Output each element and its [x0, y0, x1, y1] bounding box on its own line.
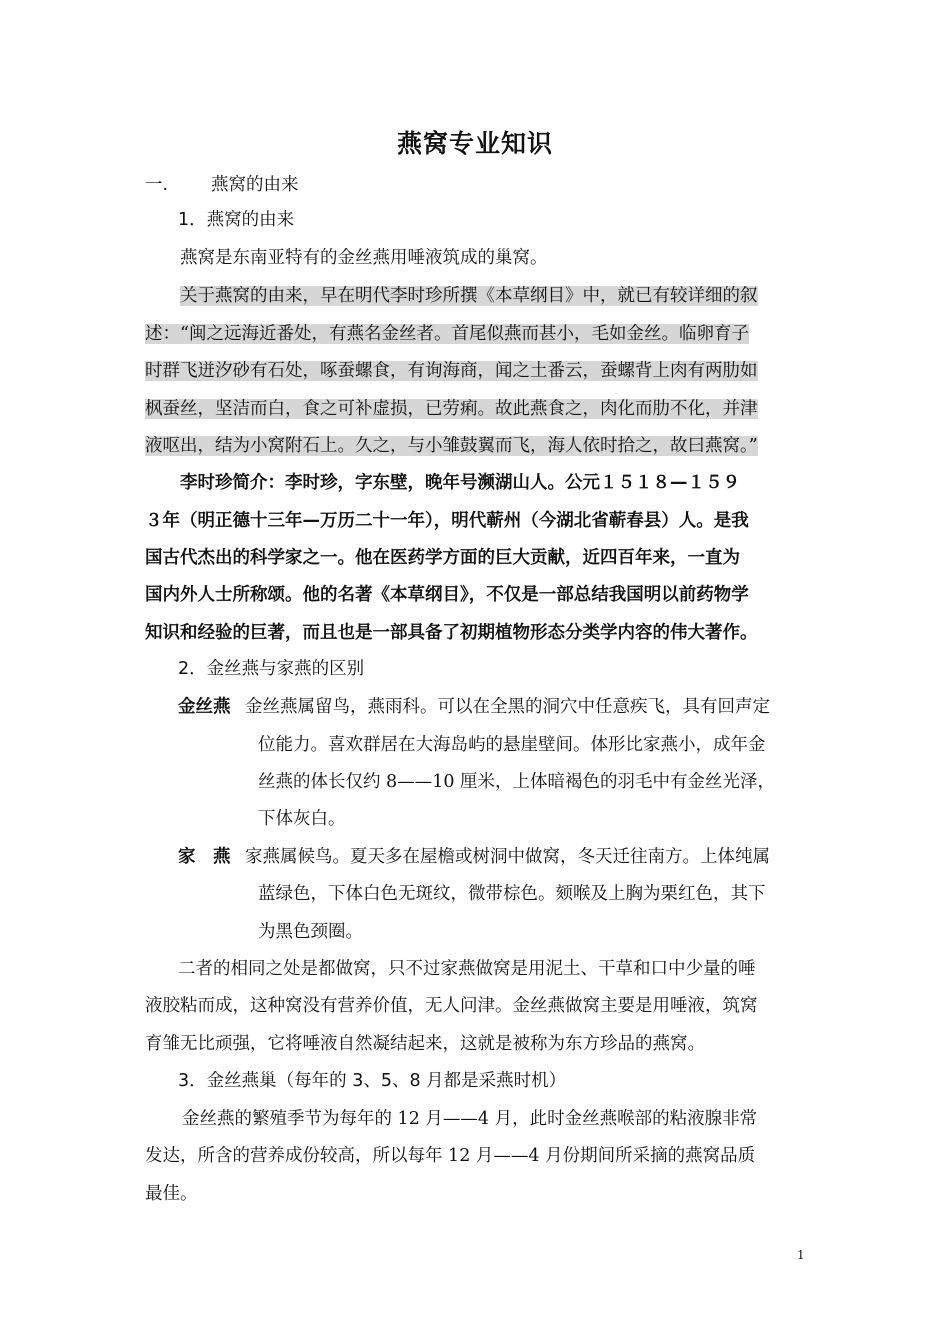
subheading-1: 1．燕窝的由来	[178, 210, 295, 230]
paragraph-intro: 燕窝是东南亚特有的金丝燕用唾液筑成的巢窝。	[180, 248, 548, 268]
paragraph-line: 液胶粘而成，这种窝没有营养价值，无人问津。金丝燕做窝主要是用唾液，筑窝	[145, 996, 758, 1016]
bio-line: 李时珍简介：李时珍，字东壁，晚年号濒湖山人。公元１５１８—１５９	[180, 473, 740, 493]
section-number: 一.	[145, 175, 169, 195]
bio-line: 国古代杰出的科学家之一。他在医药学方面的巨大贡献，近四百年来，一直为	[145, 548, 740, 568]
swallow-term: 家 燕	[178, 847, 231, 867]
quote-line: 关于燕窝的由来，早在明代李时珍所撰《本草纲目》中，就已有较详细的叙	[180, 286, 758, 306]
page-number: 1	[797, 1248, 805, 1262]
definition-line: 丝燕的体长仅约 8——10 厘米，上体暗褐色的羽毛中有金丝光泽，	[258, 772, 776, 792]
bio-line: ３年（明正德十三年—万历二十一年），明代蕲州（今湖北省蕲春县）人。是我	[145, 511, 749, 531]
subheading-3: 3．金丝燕巢（每年的 3、5、8 月都是采燕时机）	[178, 1071, 567, 1091]
bio-line: 知识和经验的巨著，而且也是一部具备了初期植物形态分类学内容的伟大著作。	[145, 623, 758, 643]
paragraph-line: 最佳。	[145, 1184, 198, 1204]
bio-line: 国内外人士所称颂。他的名著《本草纲目》，不仅是一部总结我国明以前药物学	[145, 585, 749, 605]
paragraph-line: 发达，所含的营养成份较高，所以每年 12 月——4 月份期间所采摘的燕窝品质	[145, 1146, 756, 1166]
definition-line: 蓝绿色，下体白色无斑纹，微带棕色。颏喉及上胸为栗红色，其下	[258, 884, 766, 904]
swiftlet-term: 金丝燕	[178, 697, 231, 717]
quote-line: 枫蚕丝，坚洁而白，食之可补虚损，已劳痢。故此燕食之，肉化而肋不化，并津	[145, 399, 758, 419]
definition-line: 家燕属候鸟。夏天多在屋檐或树洞中做窝，冬天迁往南方。上体纯属	[245, 847, 770, 867]
definition-line: 下体灰白。	[258, 809, 346, 829]
definition-line: 位能力。喜欢群居在大海岛屿的悬崖壁间。体形比家燕小，成年金	[258, 735, 766, 755]
paragraph-line: 育雏无比顽强，它将唾液自然凝结起来，这就是被称为东方珍品的燕窝。	[145, 1034, 705, 1054]
quote-line: 液呕出，结为小窝附石上。久之，与小雏鼓翼而飞，海人依时拾之，故曰燕窝。”	[145, 436, 758, 456]
definition-line: 为黑色颈圈。	[258, 922, 363, 942]
paragraph-line: 二者的相同之处是都做窝，只不过家燕做窝是用泥土、干草和口中少量的唾	[178, 959, 756, 979]
section-heading: 燕窝的由来	[211, 175, 299, 195]
paragraph-line: 金丝燕的繁殖季节为每年的 12 月——4 月，此时金丝燕喉部的粘液腺非常	[182, 1109, 758, 1129]
quote-line: 时群飞迸汐砂有石处，啄蚕螺食，有询海商，闻之土番云，蚕螺背上肉有两肋如	[145, 361, 758, 381]
definition-line: 金丝燕属留鸟，燕雨科。可以在全黑的洞穴中任意疾飞，具有回声定	[245, 697, 770, 717]
quote-line: 述：“闽之远海近番处，有燕名金丝者。首尾似燕而甚小，毛如金丝。临卵育子	[145, 324, 749, 344]
page-title: 燕窝专业知识	[396, 129, 553, 158]
subheading-2: 2．金丝燕与家燕的区别	[178, 659, 365, 679]
